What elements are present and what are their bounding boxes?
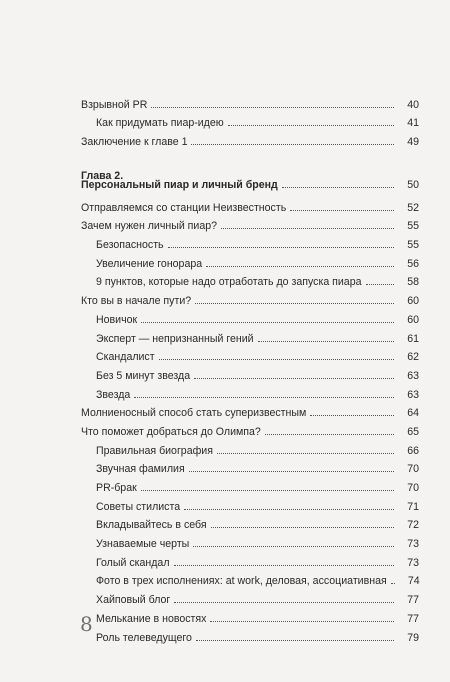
toc-subentry [81,326,419,345]
dot-leader [217,453,394,454]
toc-entry-page: 62 [407,351,419,364]
toc-entry-page: 63 [407,369,419,382]
toc-entry [81,111,419,130]
dot-leader [189,471,394,472]
toc-entry-page: 41 [407,117,419,130]
toc-subentry [81,232,419,251]
toc-entry [81,92,419,111]
toc-entry-title: Роль телеведущего [96,631,192,644]
toc-chapter-2-entries [81,195,419,644]
toc-subentry [81,625,419,644]
toc-entry-page: 56 [407,257,419,270]
toc-entry [81,419,419,438]
toc-entry-title: Отправляемся со станции Неизвестность [81,201,287,214]
toc-entry-page: 74 [407,575,420,588]
dot-leader [228,125,394,126]
dot-leader [141,322,394,323]
toc-entry-page: 73 [407,556,419,569]
chapter-title-entry [81,172,419,191]
dot-leader [141,490,394,491]
toc-entry [81,129,419,148]
dot-leader [206,266,394,267]
toc-entry-title: Правильная биография [96,444,213,457]
toc-entry-page: 60 [407,295,419,308]
toc-entry [81,214,419,233]
toc-subentry [81,438,419,457]
dot-leader [210,621,394,622]
toc-subentry [81,382,419,401]
toc-entry-page: 52 [407,201,419,214]
toc-subentry [81,270,419,289]
toc-entry [81,401,419,420]
toc-subentry [81,550,419,569]
toc-entry-title: Фото в трех исполнениях: at work, деловая, ассоциативная [96,575,387,588]
dot-leader [391,583,395,584]
dot-leader [151,107,394,108]
toc-subentry [81,251,419,270]
toc-entry-page: 55 [407,239,419,252]
toc-entry-page: 73 [407,538,419,551]
dot-leader [310,415,394,416]
toc-subentry [81,345,419,364]
toc-entry-page: 61 [407,332,419,345]
toc-entry [81,195,419,214]
toc-entry-title: Новичок [96,313,138,326]
toc-subentry [81,457,419,476]
toc-entry-title: Взрывной PR [81,98,148,111]
toc-entry-title: 9 пунктов, которые надо отработать до запуска пиара [96,276,362,289]
dot-leader [194,378,394,379]
toc-entry-page: 79 [407,631,419,644]
toc-entry-page: 70 [407,463,419,476]
toc-entry-title: Безопасность [96,239,164,252]
dot-leader [168,247,394,248]
chapter-heading-block [81,172,419,191]
toc-entry-page: 77 [407,612,419,625]
dot-leader [193,546,394,547]
dot-leader [282,187,394,188]
toc-entry-title: Звучная фамилия [96,463,185,476]
toc-subentry [81,569,419,588]
toc-entry-title: PR-брак [96,482,137,494]
dot-leader [195,303,394,304]
toc-entry [81,288,419,307]
toc-subentry [81,531,419,550]
dot-leader [211,527,394,528]
dot-leader [159,359,394,360]
dot-leader [134,397,394,398]
toc-entry-title: Зачем нужен личный пиар? [81,220,218,233]
dot-leader [290,210,394,211]
toc-entry-title: Узнаваемые черты [96,538,190,551]
dot-leader [174,565,394,566]
toc-entry-title: Как придумать пиар-идею [96,117,224,130]
page-number: 8 [80,612,93,636]
toc-subentry [81,606,419,625]
toc-entry-page: 77 [407,594,419,607]
chapter-title: Персональный пиар и личный бренд [81,178,278,191]
toc-entry-title: Молниеносный способ стать суперизвестным [81,407,307,420]
toc-entry-page: 49 [407,136,419,149]
toc-subentry [81,587,419,606]
toc-entry-page: 70 [407,482,419,494]
toc-entry-page: 55 [407,220,419,233]
toc-entry-title: Что поможет добраться до Олимпа? [81,425,261,438]
dot-leader [191,144,394,145]
toc-subentry [81,494,419,513]
toc-subentry [81,363,419,382]
toc-entry-title: Увеличение гонорара [96,257,203,270]
toc-entry-title: Хайповый блог [96,594,171,607]
chapter-page: 50 [407,178,419,191]
toc-subentry [81,513,419,532]
dot-leader [184,509,394,510]
toc-entry-page: 65 [407,425,419,438]
toc-entry-title: Голый скандал [96,556,170,569]
toc-subentry [81,475,419,494]
toc-entry-title: Звезда [96,388,131,401]
toc-entry-page: 64 [407,407,419,420]
dot-leader [174,602,394,603]
toc-entry-page: 66 [407,444,419,457]
toc-entry-title: Эксперт — непризнанный гений [96,332,254,345]
toc-entry-page: 63 [407,388,419,401]
toc-entry-page: 58 [407,276,419,289]
toc-entry-title: Заключение к главе 1 [81,136,188,149]
toc-entry-title: Скандалист [96,351,155,364]
dot-leader [221,228,394,229]
toc-entry-title: Советы стилиста [96,500,181,513]
toc-top-block [81,92,419,148]
toc-entry-page: 60 [407,313,419,326]
toc-entry-title: Кто вы в начале пути? [81,295,192,308]
toc-entry-title: Без 5 минут звезда [96,369,191,382]
toc-entry-page: 72 [407,519,419,532]
dot-leader [196,640,394,641]
toc-subentry [81,307,419,326]
dot-leader [258,341,394,342]
chapter-label: Глава 2. [81,170,124,182]
toc-entry-title: Мелькание в новостях [96,612,207,625]
toc-entry-page: 71 [407,500,419,513]
dot-leader [366,284,395,285]
toc-entry-page: 40 [407,98,419,111]
toc-entry-title: Вкладывайтесь в себя [96,519,207,532]
dot-leader [265,434,394,435]
